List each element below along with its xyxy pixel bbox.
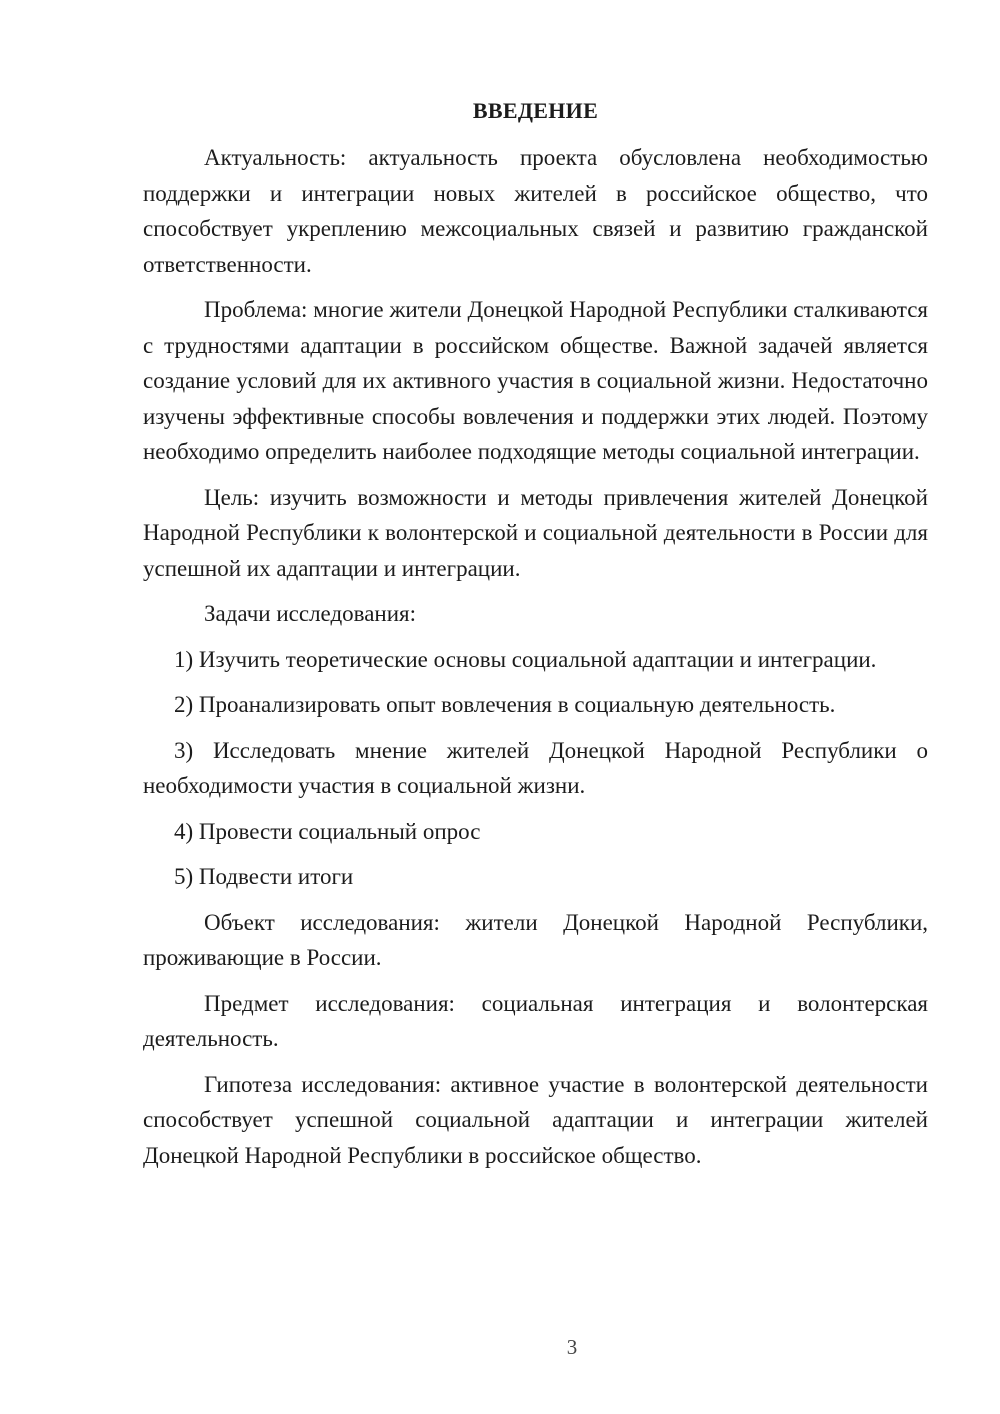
tasks-heading: Задачи исследования: [204, 601, 417, 626]
task-item-2: 2) Проанализировать опыт вовлечения в социальную деятельность. [174, 692, 836, 717]
document-page [143, 96, 928, 1183]
object-paragraph: Объект исследования: жители Донецкой Народной Республики, проживающие в России. [143, 909, 928, 970]
task-item-1: 1) Изучить теоретические основы социальной адаптации и интеграции. [174, 646, 877, 672]
task-item-3: 3) Исследовать мнение жителей Донецкой Народной Республики о необходимости участия в социальной жизни. [143, 737, 928, 798]
task-item-4: 4) Провести социальный опрос [174, 818, 481, 844]
page-number: 3 [566, 1335, 578, 1359]
relevance-paragraph: Актуальность: актуальность проекта обусловлена необходимостью поддержки и интеграции новых жителей в российское общество, что способствует укреплению межсоциальных связей и развитию гражданской ответственности. [143, 145, 928, 277]
goal-paragraph: Цель: изучить возможности и методы привлечения жителей Донецкой Народной Республики к волонтерской и социальной деятельности в России для успешной их адаптации и интеграции. [143, 484, 928, 581]
problem-paragraph: Проблема: многие жители Донецкой Народной Республики сталкиваются с трудностями адаптации в российском обществе. Важной задачей является создание условий для их активного участия в социальной жизни. Недостаточно изучены эффективные способы вовлечения и поддержки этих людей. Поэтому необходимо определить наиболее подходящие методы социальной интеграции. [143, 297, 928, 464]
hypothesis-paragraph: Гипотеза исследования: активное участие в волонтерской деятельности способствует успешной социальной адаптации и интеграции жителей Донецкой Народной Республики в российское общество. [143, 1071, 928, 1168]
task-item-5: 5) Подвести итоги [174, 864, 354, 889]
subject-paragraph: Предмет исследования: социальная интеграция и волонтерская деятельность. [143, 990, 928, 1051]
section-title: ВВЕДЕНИЕ [472, 98, 599, 123]
